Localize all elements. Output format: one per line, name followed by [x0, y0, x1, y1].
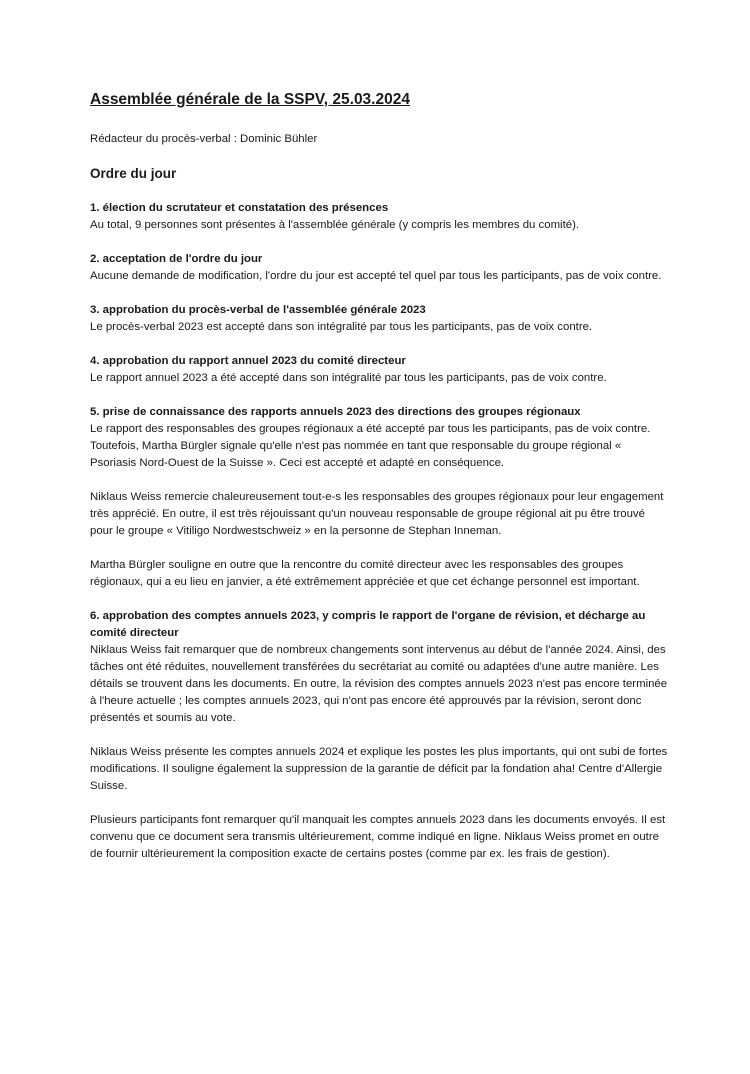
agenda-heading: Ordre du jour: [90, 166, 177, 182]
agenda-item-1: [90, 200, 670, 234]
document-title: Assemblée générale de la SSPV, 25.03.2024: [90, 91, 410, 108]
agenda-item-paragraph: Le rapport annuel 2023 a été accepté dans son intégralité par tous les participants, pas de voix contre.: [90, 372, 607, 385]
agenda-item-paragraph: Niklaus Weiss fait remarquer que de nombreux changements sont intervenus au début de l'année 2024. Ainsi, des tâches ont été réduites, nouvellement transférées du secrétariat au comité ou adaptées d'une autre manière. Les détails se trouvent dans les documents. En outre, la révision des comptes annuels 2023 n'est pas encore terminée à l'heure actuelle ; les comptes annuels 2023, qui n'ont pas encore été approuvés par la révision, seront donc présentés et soumis au vote.: [90, 644, 668, 725]
agenda-item-5: [90, 404, 670, 591]
agenda-item-4: [90, 353, 670, 387]
agenda-item-title: 6. approbation des comptes annuels 2023, y compris le rapport de l'organe de révision, et décharge au comité directeur: [90, 610, 646, 640]
agenda-item-paragraph: Le procès-verbal 2023 est accepté dans son intégralité par tous les participants, pas de voix contre.: [90, 321, 593, 334]
agenda-item-paragraph: Niklaus Weiss remercie chaleureusement tout-e-s les responsables des groupes régionaux pour leur engagement très apprécié. En outre, il est très réjouissant qu'un nouveau responsable de groupe régional ait pu être trouvé pour le groupe « Vitiligo Nordwestschweiz » en la personne de Stephan Inneman.: [90, 491, 664, 538]
minutes-writer: Rédacteur du procès-verbal : Dominic Bühler: [90, 133, 318, 146]
agenda-item-2: [90, 251, 670, 285]
agenda-item-paragraph: Aucune demande de modification, l'ordre du jour est accepté tel quel par tous les participants, pas de voix contre.: [90, 270, 662, 283]
agenda-item-title: 1. élection du scrutateur et constatation des présences: [90, 202, 389, 215]
agenda-item-paragraph: Martha Bürgler souligne en outre que la rencontre du comité directeur avec les responsables des groupes régionaux, qui a eu lieu en janvier, a été extrêmement appréciée et que cet échange personnel est important.: [90, 559, 640, 589]
agenda-item-paragraph: Plusieurs participants font remarquer qu'il manquait les comptes annuels 2023 dans les documents envoyés. Il est convenu que ce document sera transmis ultérieurement, comme indiqué en ligne. Niklaus Weiss promet en outre de fournir ultérieurement la composition exacte de certains postes (comme par ex. les frais de gestion).: [90, 814, 666, 861]
agenda-item-title: 5. prise de connaissance des rapports annuels 2023 des directions des groupes régionaux: [90, 406, 581, 419]
agenda-item-title: 4. approbation du rapport annuel 2023 du comité directeur: [90, 355, 406, 368]
agenda-item-3: [90, 302, 670, 336]
agenda-item-paragraph: Niklaus Weiss présente les comptes annuels 2024 et explique les postes les plus importants, qui ont subi de fortes modifications. Il souligne également la suppression de la garantie de déficit par la fondation aha! Centre d'Allergie Suisse.: [90, 746, 668, 793]
document-page: [90, 90, 670, 880]
agenda-item-title: 2. acceptation de l'ordre du jour: [90, 253, 263, 266]
agenda-item-title: 3. approbation du procès-verbal de l'assemblée générale 2023: [90, 304, 426, 317]
agenda-item-paragraph: Le rapport des responsables des groupes régionaux a été accepté par tous les participants, pas de voix contre. Toutefois, Martha Bürgler signale qu'elle n'est pas nommée en tant que responsable du groupe régional « Psoriasis Nord-Ouest de la Suisse ». Ceci est accepté et adapté en conséquence.: [90, 423, 651, 470]
agenda-item-paragraph: Au total, 9 personnes sont présentes à l'assemblée générale (y compris les membres du comité).: [90, 219, 580, 232]
agenda-item-6: [90, 608, 670, 863]
